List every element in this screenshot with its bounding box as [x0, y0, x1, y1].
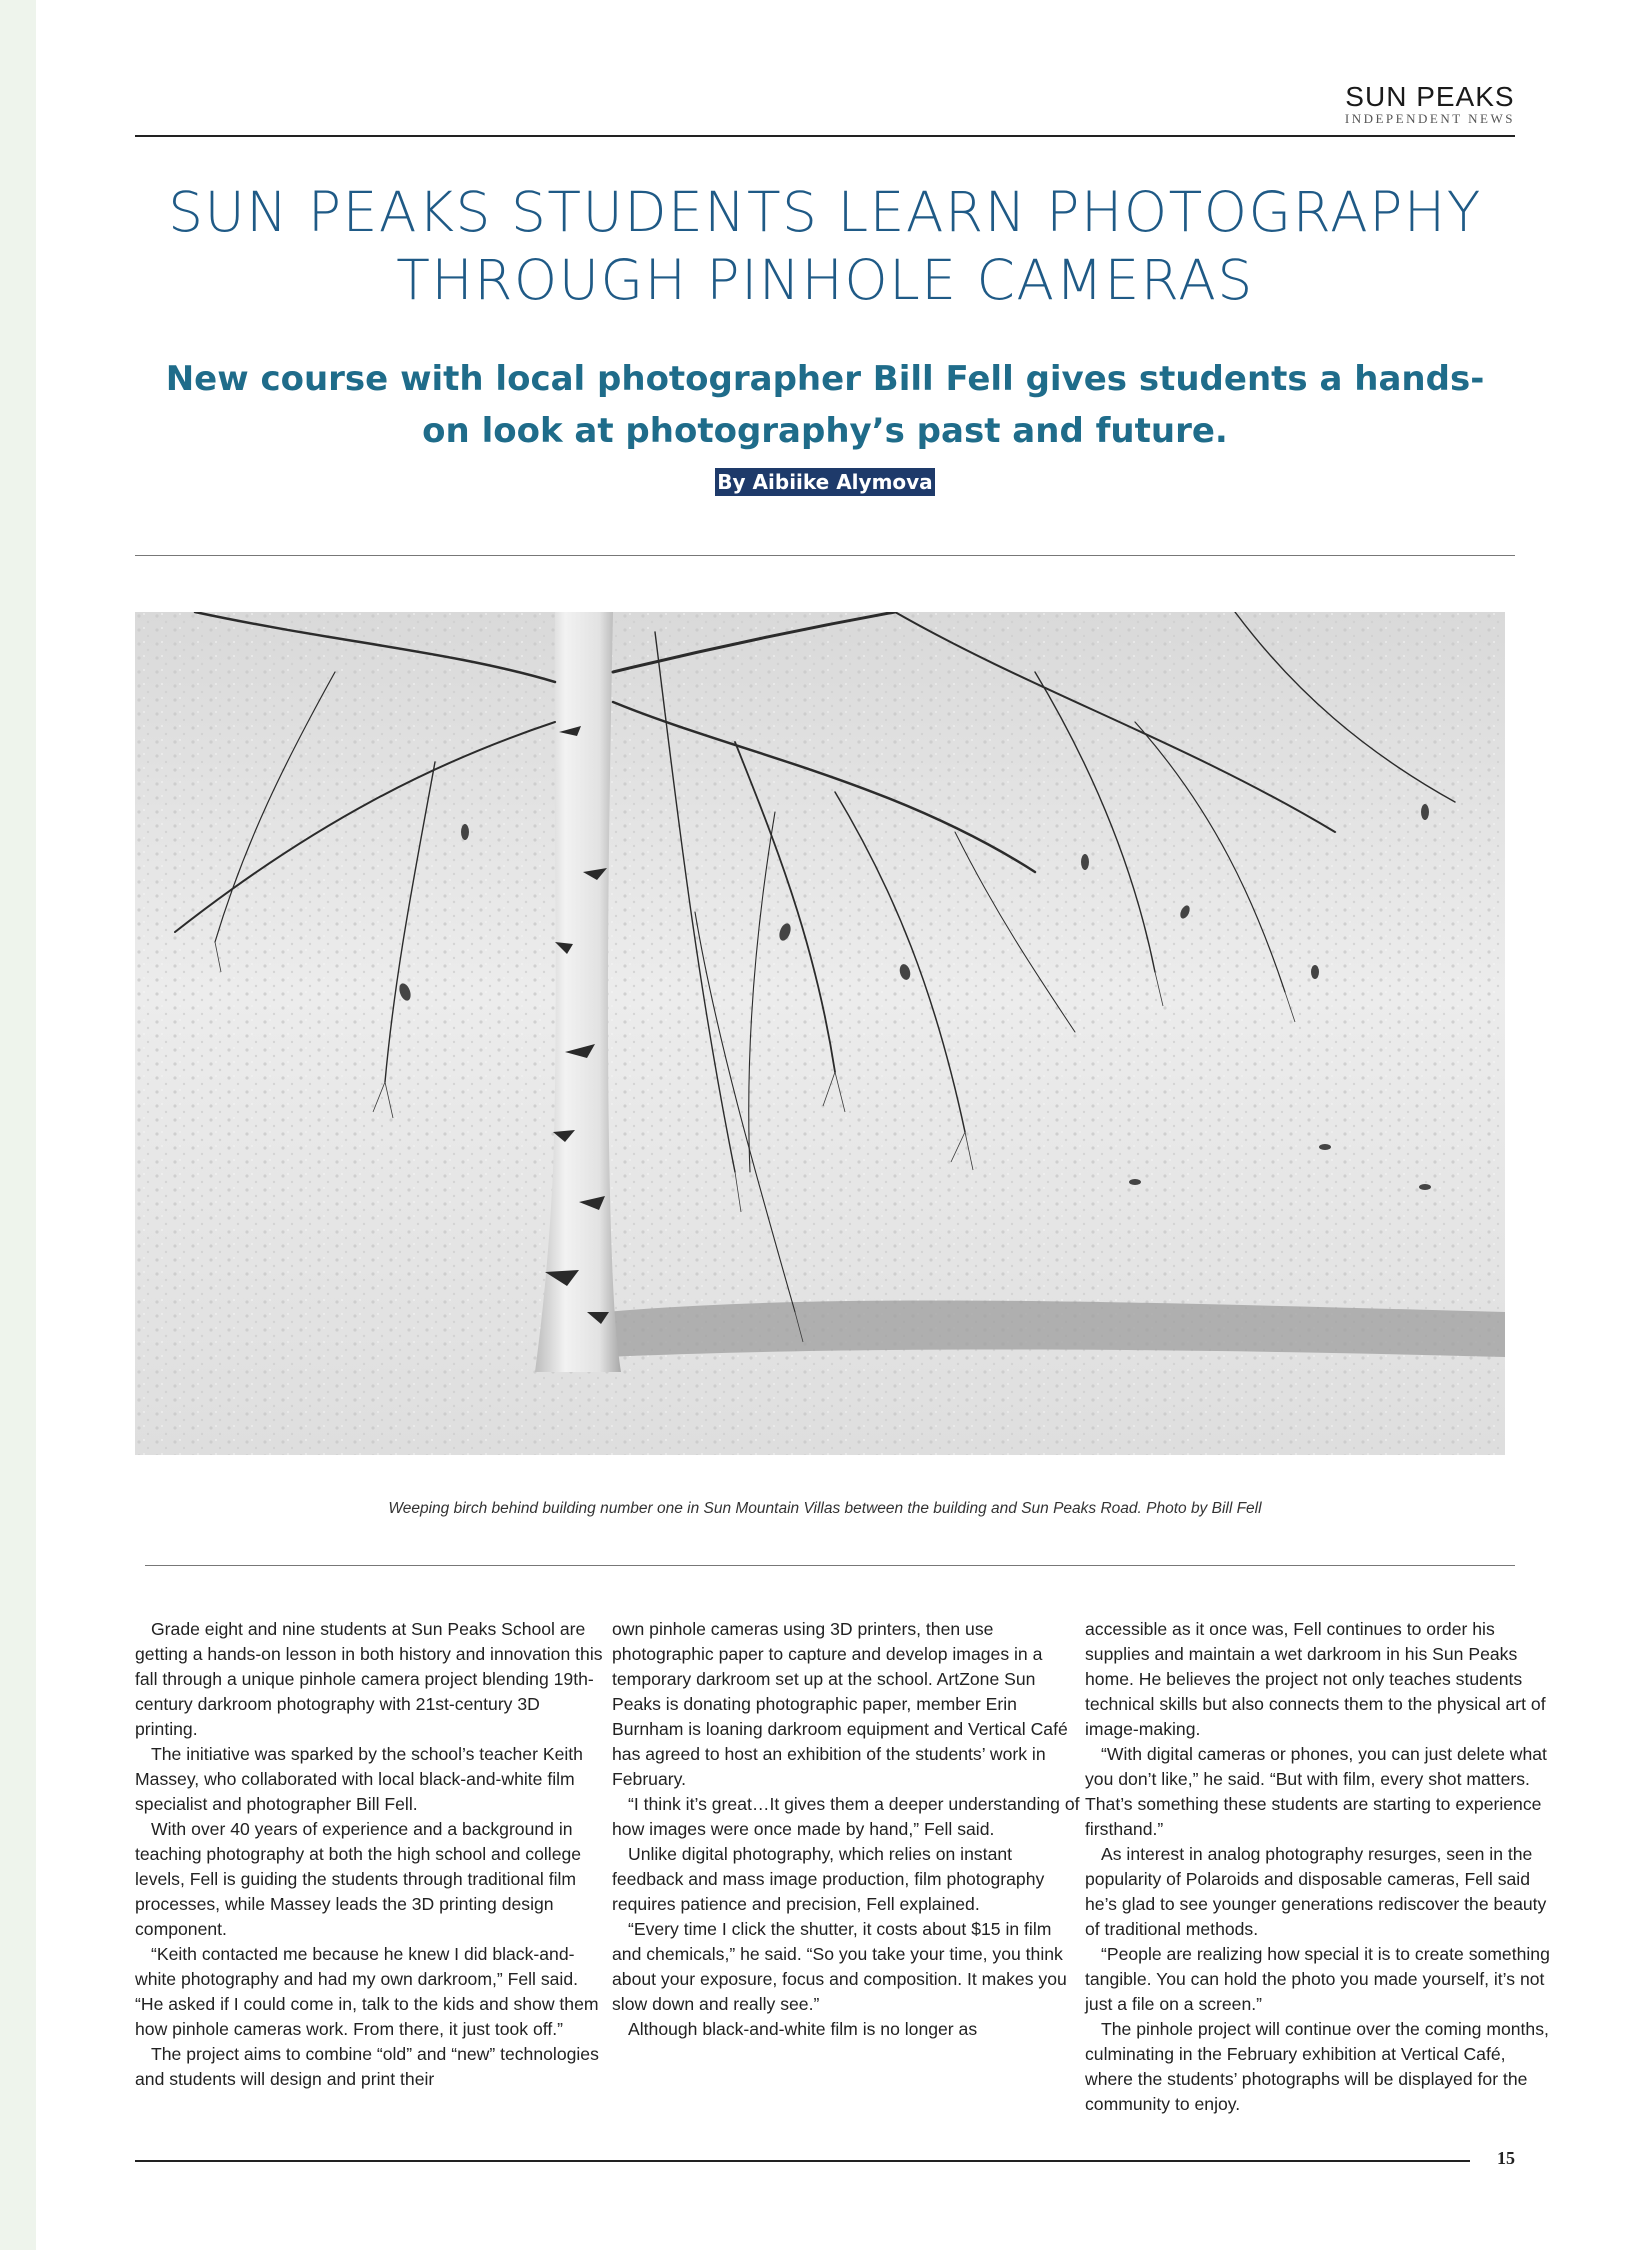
- masthead-logo: [1345, 82, 1515, 126]
- body-paragraph: “With digital cameras or phones, you can just delete what you don’t like,” he said. “But with film, every shot matters. That’s something these students are starting to experience firsthand.”: [1085, 1744, 1547, 1839]
- headline-line-2: THROUGH PINHOLE CAMERAS: [396, 248, 1254, 312]
- headline-line-1: SUN PEAKS STUDENTS LEARN PHOTOGRAPHY: [168, 180, 1482, 244]
- article-column-1: [135, 1617, 605, 2092]
- body-paragraph: Unlike digital photography, which relies on instant feedback and mass image production, film photography requires patience and precision, Fell explained.: [612, 1844, 1045, 1914]
- body-paragraph: With over 40 years of experience and a background in teaching photography at both the high school and college levels, Fell is guiding the students through traditional film processes, while Massey leads the 3D printing design component.: [135, 1819, 582, 1939]
- page-side-strip: [0, 0, 36, 2250]
- article-deck: New course with local photographer Bill Fell gives students a hands-on look at photography’s past and future.: [165, 359, 1485, 451]
- header-rule: [135, 135, 1515, 137]
- photo-caption: Weeping birch behind building number one in Sun Mountain Villas between the building and Sun Peaks Road. Photo by Bill Fell: [388, 1500, 1262, 1517]
- body-paragraph: The pinhole project will continue over the coming months, culminating in the February exhibition at Vertical Café, where the students’ photographs will be displayed for the community to enjoy.: [1085, 2019, 1549, 2114]
- article-column-3: [1085, 1617, 1555, 2117]
- body-paragraph: The project aims to combine “old” and “new” technologies and students will design and print their: [135, 2044, 599, 2089]
- body-paragraph: own pinhole cameras using 3D printers, then use photographic paper to capture and develop images in a temporary darkroom set up at the school. ArtZone Sun Peaks is donating photographic paper, member Erin Burnham is loaning darkroom equipment and Vertical Café has agreed to host an exhibition of the students’ work in February.: [612, 1619, 1068, 1789]
- article-body: [135, 1617, 1550, 2127]
- article-photo: [135, 612, 1505, 1455]
- body-paragraph: “Every time I click the shutter, it costs about $15 in film and chemicals,” he said. “So you take your time, you think about your exposure, focus and composition. It makes you slow down and really see.”: [612, 1919, 1067, 2014]
- body-paragraph: accessible as it once was, Fell continues to order his supplies and maintain a wet darkroom in his Sun Peaks home. He believes the project not only teaches students technical skills but also connects them to the physical art of image-making.: [1085, 1619, 1546, 1739]
- article-column-2: [612, 1617, 1082, 2042]
- title-divider: [135, 555, 1515, 556]
- body-paragraph: “I think it’s great…It gives them a deeper understanding of how images were once made by hand,” Fell said.: [612, 1794, 1080, 1839]
- page-number: 15: [1497, 2148, 1515, 2168]
- footer-rule: [135, 2160, 1470, 2162]
- body-paragraph: Although black-and-white film is no longer as: [628, 2019, 978, 2039]
- body-paragraph: The initiative was sparked by the school’s teacher Keith Massey, who collaborated with local black-and-white film specialist and photographer Bill Fell.: [135, 1744, 583, 1814]
- body-paragraph: “People are realizing how special it is to create something tangible. You can hold the photo you made yourself, it’s not just a file on a screen.”: [1085, 1944, 1550, 2014]
- caption-divider: [145, 1565, 1515, 1566]
- article-headline: [100, 178, 1550, 314]
- body-paragraph: “Keith contacted me because he knew I did black-and-white photography and had my own darkroom,” Fell said. “He asked if I could come in, talk to the kids and show them how pinhole cameras work. From there, it just took off.”: [135, 1944, 599, 2039]
- body-paragraph: As interest in analog photography resurges, seen in the popularity of Polaroids and disposable cameras, Fell said he’s glad to see younger generations rediscover the beauty of traditional methods.: [1085, 1844, 1547, 1939]
- body-paragraph: Grade eight and nine students at Sun Peaks School are getting a hands-on lesson in both history and innovation this fall through a unique pinhole camera project blending 19th-century darkroom photography with 21st-century 3D printing.: [135, 1619, 603, 1739]
- article-byline: By Aibiike Alymova: [717, 470, 933, 494]
- masthead-name: SUN PEAKS: [1345, 81, 1515, 112]
- masthead-subtitle: INDEPENDENT NEWS: [1344, 111, 1515, 126]
